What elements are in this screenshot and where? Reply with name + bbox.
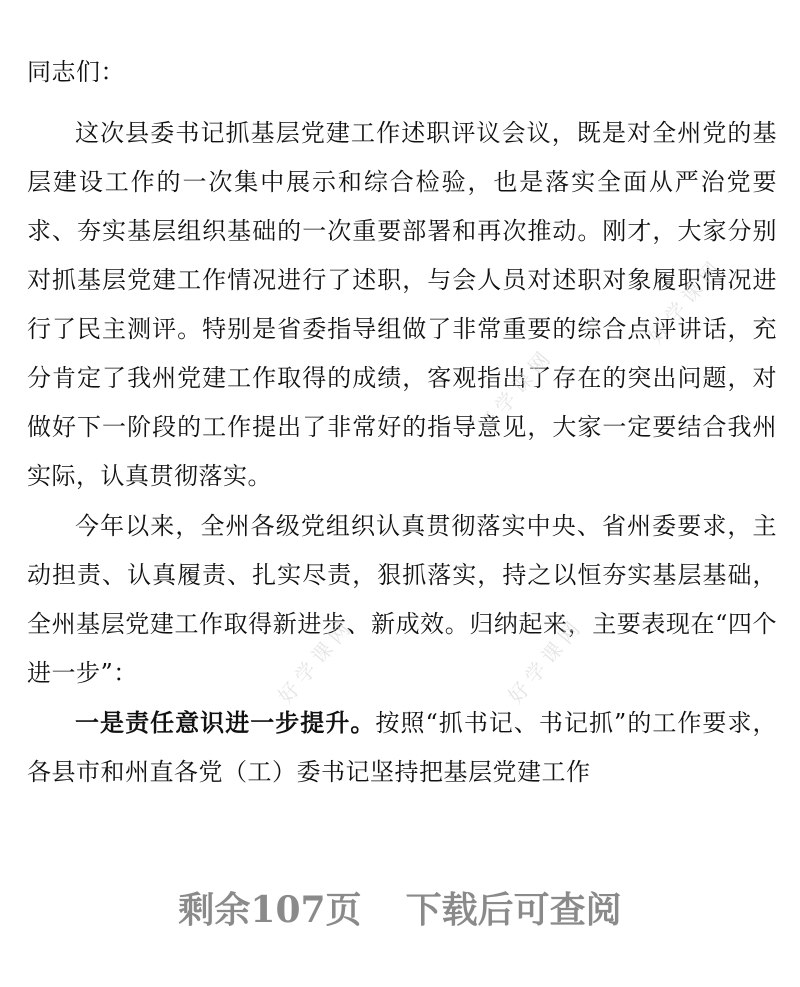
watermark: 好学课网 (473, 342, 559, 438)
paragraph-1-text: 这次县委书记抓基层党建工作述职评议会议，既是对全州党的基层建设工作的一次集中展示和综合检验，也是落实全面从严治党要求、夯实基层组织基础的一次重要部署和再次推动。刚才，大家分别对抓基层党建工作情况进行了述职，与会人员对述职对象履职情况进行了民主测评。特别是省委指导组做了非常重要的综合点评讲话，充分肯定了我州党建工作取得的成绩，客观指出了存在的突出问题，对做好下一阶段的工作提出了非常好的指导意见，大家一定要结合我州实际，认真贯彻落实。 (27, 119, 777, 490)
paragraph-2-text: 今年以来，全州各级党组织认真贯彻落实中央、省州委要求，主动担责、认真履责、扎实尽责，狠抓落实，持之以恒夯实基层基础，全州基层党建工作取得新进步、新成效。归纳起来，主要表现在“四个进一步”： (27, 512, 777, 687)
paragraph-3 (27, 698, 777, 797)
watermark: 好学课网 (643, 252, 729, 348)
document-body (27, 48, 777, 797)
watermark: 好学课网 (503, 612, 589, 708)
remaining-pages-banner[interactable] (0, 882, 800, 933)
remaining-pages-label: 剩余107页 (178, 889, 362, 931)
paragraph-3-lead: 一是责任意识进一步提升。 (75, 708, 376, 737)
watermark: 好学课网 (273, 612, 359, 708)
paragraph-3-text: 按照“抓书记、书记抓”的工作要求，各县市和州直各党（工）委书记坚持把基层党建工作 (27, 709, 778, 786)
salutation: 同志们： (27, 58, 125, 86)
download-hint-label: 下载后可查阅 (405, 889, 622, 931)
paragraph-2 (27, 501, 777, 698)
